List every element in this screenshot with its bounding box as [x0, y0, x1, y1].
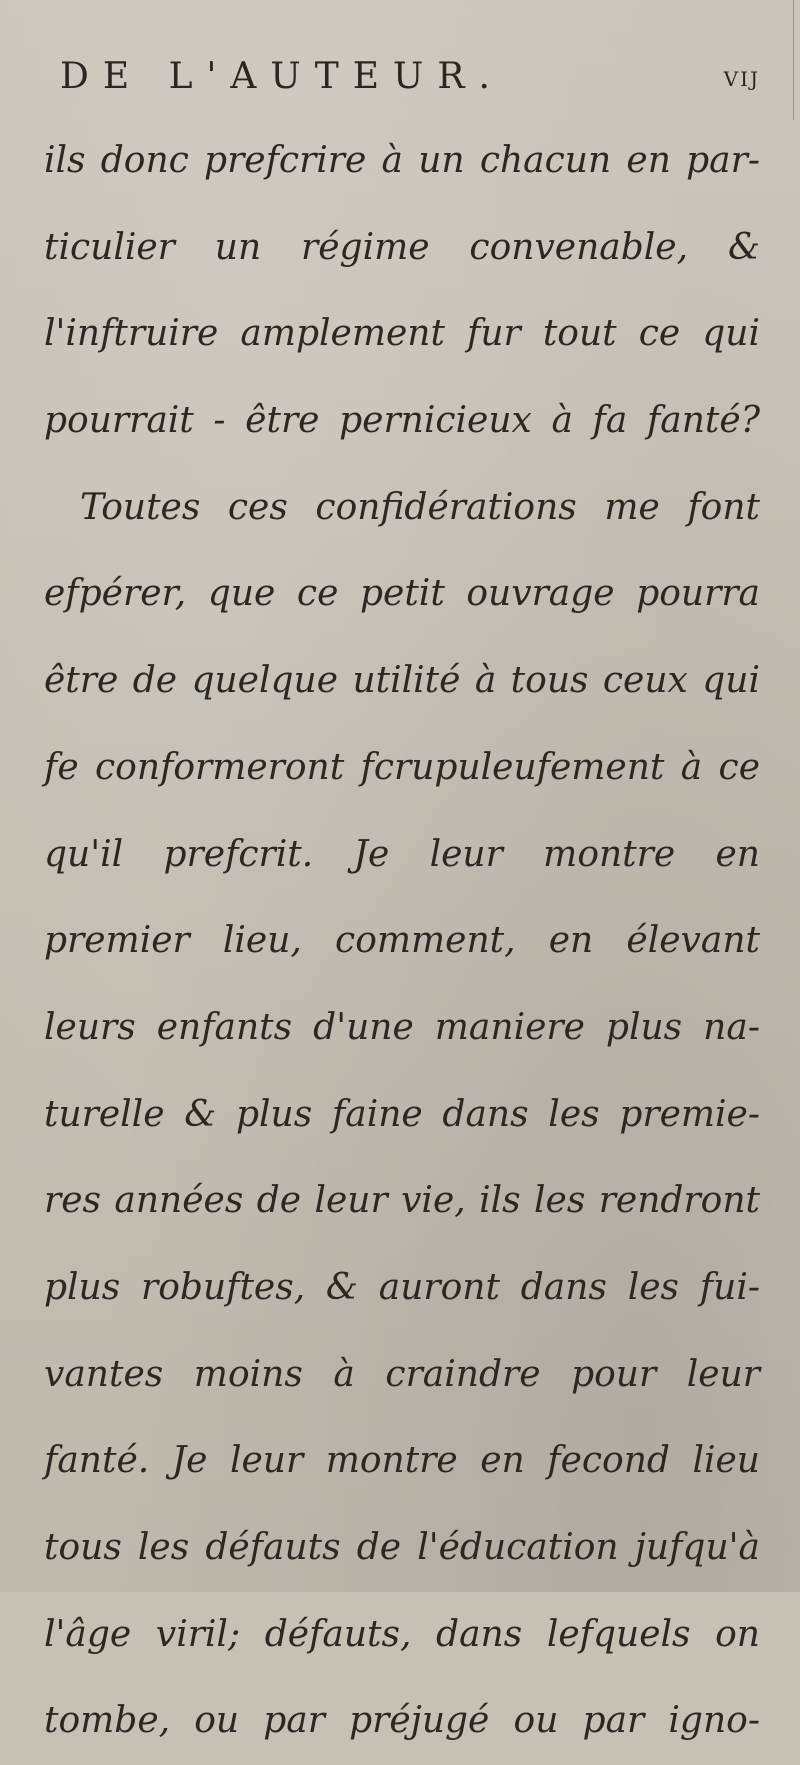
- text-line: plus robuftes, & auront dans les fui-: [44, 1266, 760, 1308]
- text-line: vantes moins à craindre pour leur: [44, 1353, 760, 1395]
- text-line: fanté. Je leur montre en fecond lieu: [44, 1440, 760, 1482]
- text-line: efpérer, que ce petit ouvrage pourra: [44, 573, 760, 615]
- text-line: l'inftruire amplement fur tout ce qui: [44, 313, 760, 355]
- page-number: vij: [723, 59, 760, 93]
- text-line: tous les défauts de l'éducation jufqu'à: [44, 1527, 760, 1568]
- text-line: leurs enfants d'une maniere plus na-: [44, 1006, 760, 1048]
- text-line: Toutes ces confidérations me font: [80, 486, 760, 528]
- text-line: pourrait - être pernicieux à fa fanté?: [44, 400, 760, 442]
- running-head: [60, 48, 760, 104]
- text-line: l'âge viril; défauts, dans lefquels on: [44, 1613, 760, 1655]
- text-line: premier lieu, comment, en élevant: [44, 920, 760, 962]
- text-line: tombe, ou par préjugé ou par igno-: [44, 1700, 760, 1742]
- text-line: fe conformeront fcrupuleufement à ce: [44, 746, 760, 788]
- text-line: ticulier un régime convenable, &: [44, 226, 760, 268]
- page-edge-line: [793, 0, 794, 120]
- text-line: qu'il prefcrit. Je leur montre en: [44, 833, 760, 875]
- text-line: res années de leur vie, ils les rendront: [44, 1180, 760, 1222]
- text-line: être de quelque utilité à tous ceux qui: [44, 660, 760, 702]
- body-text: [44, 118, 760, 1765]
- text-line: ils donc prefcrire à un chacun en par-: [44, 140, 760, 181]
- text-line: turelle & plus faine dans les premie-: [44, 1093, 760, 1135]
- running-title: DE L'AUTEUR.: [60, 55, 504, 97]
